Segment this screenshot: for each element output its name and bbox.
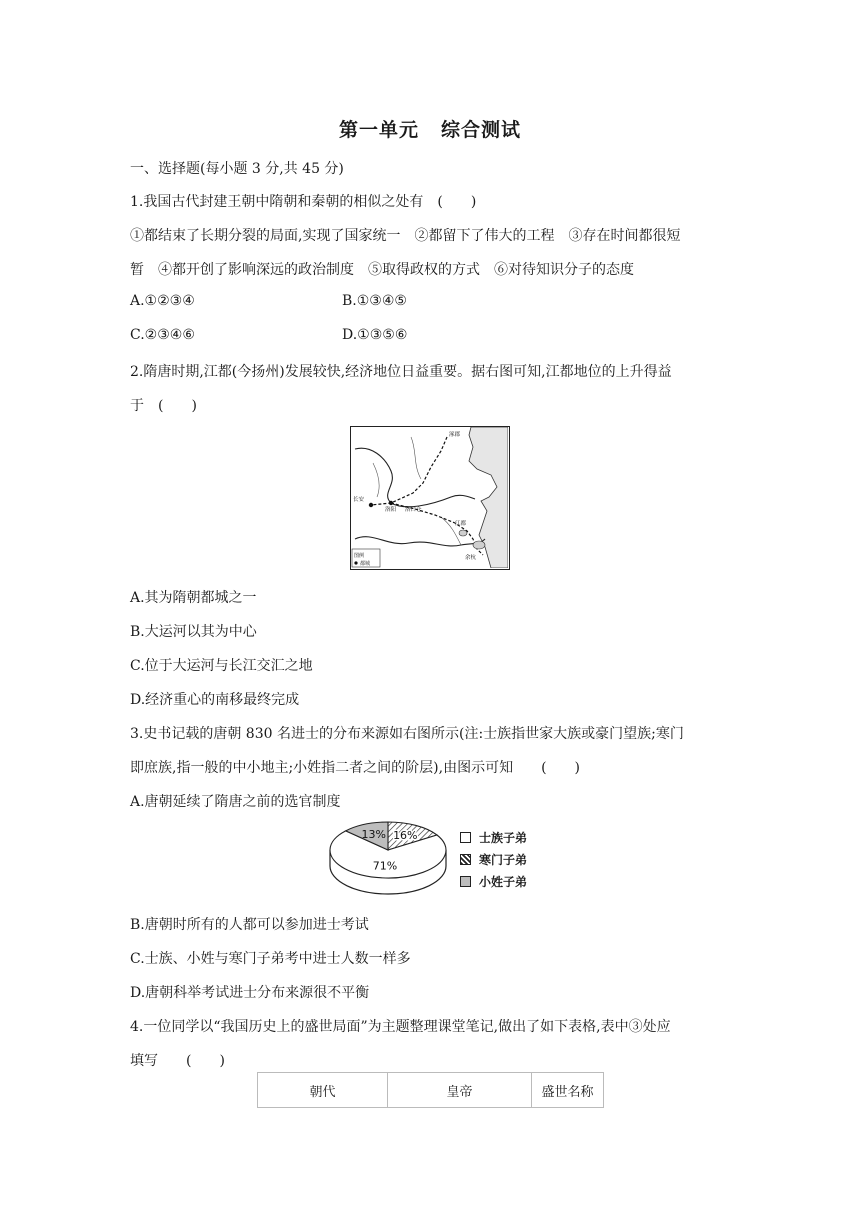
legend-label-hanmen: 寒门子弟: [479, 852, 528, 867]
q2-option-a: A.其为隋朝都城之一: [130, 590, 257, 606]
prosperity-table: [257, 1072, 604, 1108]
legend-label-xiaoxing: 小姓子弟: [479, 874, 528, 889]
q2-option-d: D.经济重心的南移最终完成: [130, 692, 300, 708]
q2-stem-line2: 于 ( ): [130, 398, 197, 414]
q3-option-d: D.唐朝科举考试进士分布来源很不平衡: [130, 985, 370, 1001]
grand-canal-map: [350, 426, 510, 570]
q1-option-d: D.①③⑤⑥: [342, 327, 408, 343]
pie-label-hanmen: 16%: [393, 828, 418, 842]
q2-option-b: B.大运河以其为中心: [130, 624, 257, 640]
q4-stem-line2: 填写 ( ): [130, 1053, 225, 1069]
table-header-row: [258, 1073, 604, 1108]
table-header-era: 盛世名称: [532, 1073, 604, 1108]
map-legend-title: 图例: [354, 553, 365, 559]
map-label-jiangdu: 江都: [455, 521, 467, 527]
map-label-luoyang: 洛阳: [385, 507, 397, 513]
legend-item-shizu: [460, 826, 527, 848]
q1-option-a: A.①②③④: [130, 293, 195, 309]
table-header-dynasty: 朝代: [258, 1073, 388, 1108]
q1-statements-line1: ①都结束了长期分裂的局面,实现了国家统一 ②都留下了伟大的工程 ③存在时间都很短: [130, 228, 681, 244]
q2-stem-line1: 2.隋唐时期,江都(今扬州)发展较快,经济地位日益重要。据右图可知,江都地位的上升得益: [130, 364, 672, 380]
title-part-2: 综合测试: [441, 119, 522, 141]
title-part-1: 第一单元: [338, 119, 419, 141]
q1-statements-line2: 暂 ④都开创了影响深远的政治制度 ⑤取得政权的方式 ⑥对待知识分子的态度: [130, 262, 634, 278]
pie-label-xiaoxing: 13%: [361, 828, 386, 842]
legend-item-xiaoxing: [460, 870, 527, 892]
map-legend-capital: 都城: [360, 561, 371, 567]
page-title: [0, 115, 860, 142]
q3-stem-line2: 即庶族,指一般的中小地主;小姓指二者之间的阶层),由图示可知 ( ): [130, 760, 581, 776]
map-label-luokoucang: 洛口仓: [405, 507, 422, 513]
q1-option-c: C.②③④⑥: [130, 327, 195, 343]
q1-stem: 1.我国古代封建王朝中隋朝和秦朝的相似之处有 ( ): [130, 194, 477, 210]
q3-option-b: B.唐朝时所有的人都可以参加进士考试: [130, 917, 369, 933]
map-label-changan: 长安: [353, 497, 365, 503]
q3-stem-line1: 3.史书记载的唐朝 830 名进士的分布来源如右图所示(注:士族指世家大族或豪门望族;寒门: [130, 726, 684, 742]
pie-label-shizu: 71%: [372, 859, 398, 873]
table-header-emperor: 皇帝: [388, 1073, 532, 1108]
q2-option-c: C.位于大运河与长江交汇之地: [130, 658, 313, 674]
map-label-zhuojun: 涿郡: [449, 432, 461, 438]
section-heading: 一、选择题(每小题 3 分,共 45 分): [130, 161, 344, 177]
legend-item-hanmen: [460, 848, 527, 870]
q3-option-a: A.唐朝延续了隋唐之前的选官制度: [130, 794, 341, 810]
q4-stem-line1: 4.一位同学以“我国历史上的盛世局面”为主题整理课堂笔记,做出了如下表格,表中③处应: [130, 1019, 671, 1035]
map-label-yuhang: 余杭: [465, 555, 477, 561]
pie-legend: [460, 826, 527, 892]
q1-option-b: B.①③④⑤: [342, 293, 407, 309]
q3-option-c: C.士族、小姓与寒门子弟考中进士人数一样多: [130, 951, 411, 967]
map-drawing: [351, 427, 508, 568]
legend-label-shizu: 士族子弟: [479, 830, 528, 845]
